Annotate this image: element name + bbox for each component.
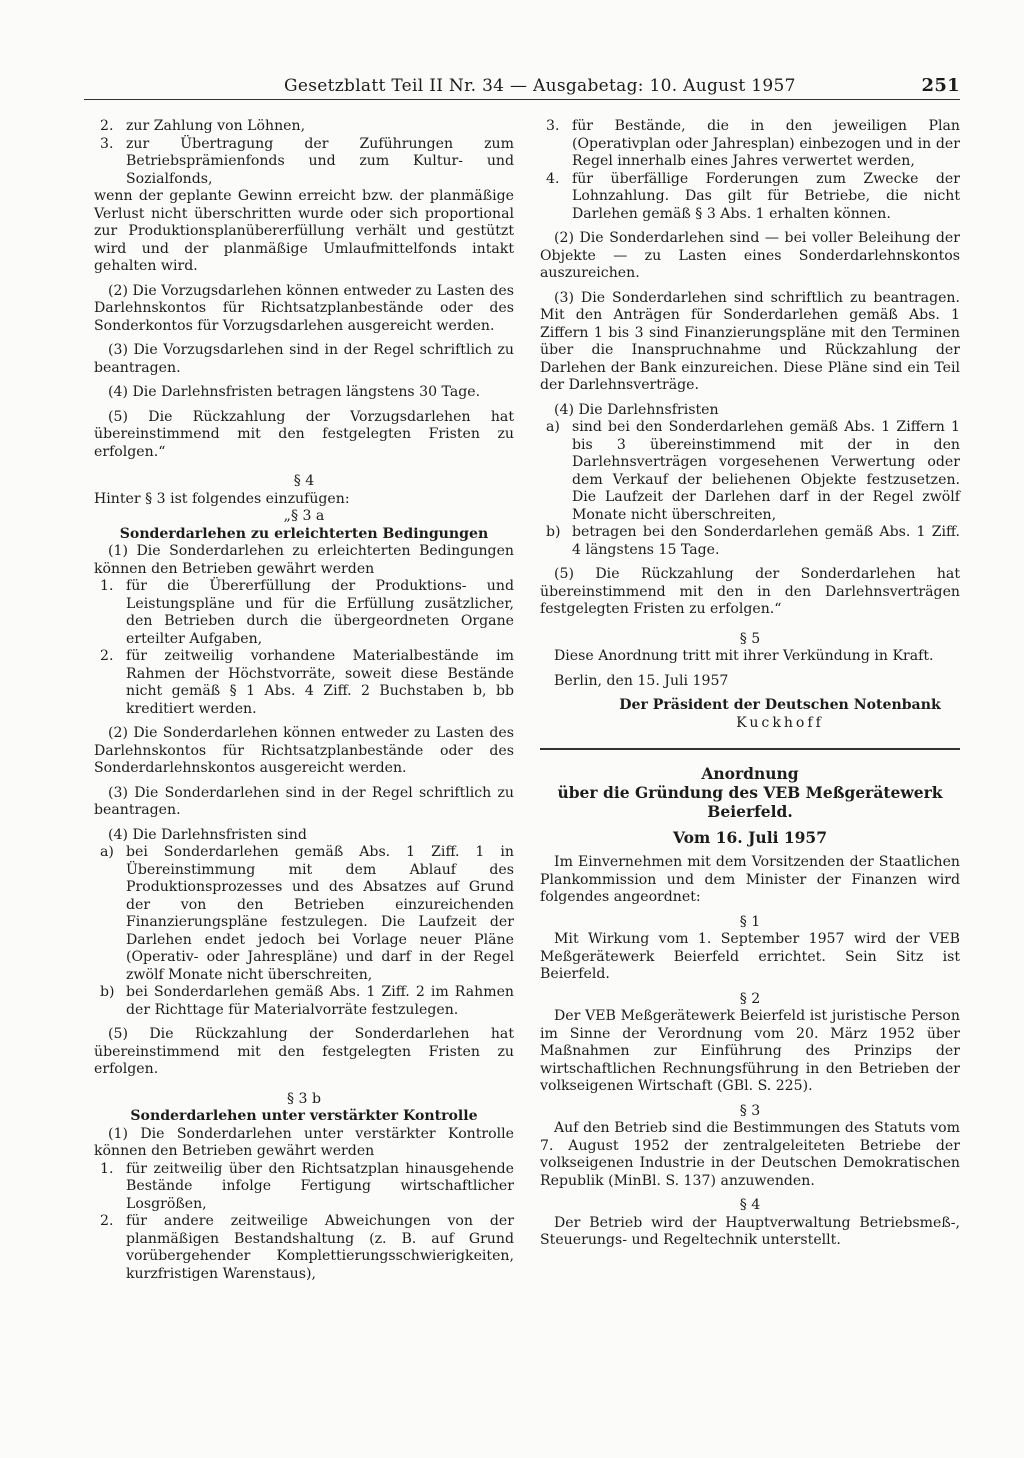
section-heading: § 5 [739,630,761,647]
paragraph: (5) Die Rückzahlung der Vorzugsdarlehen hat übereinstimmend mit den festgelegten Fristen zu erfolgen.“ [94,408,514,460]
paragraph: (4) Die Darlehnsfristen [554,401,719,418]
paragraph: (3) Die Sonderdarlehen sind in der Regel schriftlich zu beantragen. [94,784,514,818]
paragraph: Der VEB Meßgerätewerk Beierfeld ist juristische Person im Sinne der Verordnung vom 20. März 1952 über Maßnahmen zur Einführung des Prinzips der wirtschaftlichen Rechnungsführung in den Betrieben der volkseigenen Wirtschaft (GBl. S. 225). [540,1008,960,1094]
list-item: b) betragen bei den Sonderdarlehen gemäß Abs. 1 Ziff. 4 längstens 15 Tage. [546,524,960,558]
gazette-title: Gesetzblatt Teil II Nr. 34 — Ausgabetag: 10. August 1957 [284,76,796,96]
list-item: 2. für zeitweilig vorhandene Materialbestände im Rahmen der Höchstvorräte, soweit diese Bestände nicht gemäß § 1 Abs. 4 Ziff. 2 Buchstaben b, bb kreditiert werden. [100,648,514,717]
section-heading: § 2 [739,990,761,1007]
list-item: 3. zur Übertragung der Zuführungen zum Betriebsprämienfonds und zum Kultur- und Sozialfonds, [100,135,514,187]
decree-subtitle: über die Gründung des VEB Meßgerätewerk Beierfeld. [557,783,943,821]
header-rule [84,99,960,100]
list-item: a) sind bei den Sonderdarlehen gemäß Abs. 1 Ziffern 1 bis 3 übereinstimmend mit der in den Darlehnsverträgen vorgesehenen Verwertung oder dem Verkauf der beliehenen Objekte festzusetzen. Die Laufzeit der Darlehen darf in der Regel zwölf Monate nicht überschreiten, [546,419,960,523]
paragraph: (5) Die Rückzahlung der Sonderdarlehen hat übereinstimmend mit den festgelegten Fristen zu erfolgen. [94,1026,514,1077]
paragraph: Mit Wirkung vom 1. September 1957 wird der VEB Meßgerätewerk Beierfeld errichtet. Sein Sitz ist Beierfeld. [540,931,960,982]
section-title: Sonderdarlehen zu erleichterten Bedingungen [119,525,489,542]
paragraph: wenn der geplante Gewinn erreicht bzw. der planmäßige Verlust nicht überschritten wurde oder sich proportional zur Produktionsplanübererfüllung verhält und gestützt wird und der planmäßige Umlaufmittelfonds intakt gehalten wird. [94,188,514,274]
list-item: 1. für zeitweilig über den Richtsatzplan hinausgehende Bestände infolge Fertigung wirtschaftlicher Losgrößen, [100,1160,514,1212]
list-item: 3. für Bestände, die in den jeweiligen Plan (Operativplan oder Jahresplan) einbezogen und in der Regel innerhalb eines Jahres verwertet werden, [546,118,960,169]
paragraph: (5) Die Rückzahlung der Sonderdarlehen hat übereinstimmend mit den in den Darlehnsverträgen festgelegten Fristen zu erfolgen.“ [540,566,960,617]
list-item: 1. für die Übererfüllung der Produktions- und Leistungspläne und für die Erfüllung zusätzlicher, den Betrieben durch die übergeordneten Organe erteilter Aufgaben, [100,578,514,647]
signer-name: Kuckhoff [736,714,824,731]
paragraph: (3) Die Sonderdarlehen sind schriftlich zu beantragen. Mit den Anträgen für Sonderdarlehen gemäß Abs. 1 Ziffern 1 bis 3 sind Finanzierungspläne mit den Terminen über die Inanspruchnahme und Rückzahlung der Darlehen der Bank einzureichen. Diese Pläne sind ein Teil der Darlehnsverträge. [540,289,960,393]
paragraph: (3) Die Vorzugsdarlehen sind in der Regel schriftlich zu beantragen. [94,342,514,376]
section-heading: § 3 [739,1102,761,1119]
left-column [94,118,514,1283]
paragraph: (2) Die Sonderdarlehen können entweder zu Lasten des Darlehnskontos für Richtsatzplanbestände oder des Sonderdarlehnskontos ausgereicht werden. [94,725,514,776]
paragraph: Der Betrieb wird der Hauptverwaltung Betriebsmeß-, Steuerungs- und Regeltechnik unterstellt. [540,1214,960,1248]
decree-title: Anordnung [701,764,799,783]
paragraph: (2) Die Sonderdarlehen sind — bei voller Beleihung der Objekte — zu Lasten eines Sonderdarlehnskontos auszureichen. [540,230,960,281]
place-date: Berlin, den 15. Juli 1957 [554,672,729,689]
section-heading: § 3 b [287,1090,321,1107]
paragraph: Auf den Betrieb sind die Bestimmungen des Statuts vom 7. August 1952 der zentralgeleiteten Betriebe der volkseigenen Industrie in der Deutschen Demokratischen Republik (MinBl. S. 137) anzuwenden. [540,1120,960,1189]
list-item: b) bei Sonderdarlehen gemäß Abs. 1 Ziff. 2 im Rahmen der Richttage für Materialvorräte festzulegen. [100,984,514,1018]
decree-date: Vom 16. Juli 1957 [672,828,828,847]
paragraph: (1) Die Sonderdarlehen zu erleichterten Bedingungen können den Betrieben gewährt werden [94,543,514,577]
paragraph: (1) Die Sonderdarlehen unter verstärkter Kontrolle können den Betrieben gewährt werden [94,1125,514,1159]
paragraph: (2) Die Vorzugsdarlehen können entweder zu Lasten des Darlehnskontos für Richtsatzplanbestände oder des Sonderkontos für Vorzugsdarlehen ausgereicht werden. [94,282,514,334]
paragraph: Im Einvernehmen mit dem Vorsitzenden der Staatlichen Plankommission und dem Minister der Finanzen wird folgendes angeordnet: [540,854,960,905]
section-divider [540,748,960,750]
paragraph: (4) Die Darlehnsfristen betragen längstens 30 Tage. [108,384,481,400]
list-item: a) bei Sonderdarlehen gemäß Abs. 1 Ziff. 1 in Übereinstimmung mit dem Ablauf des Produktionsprozesses und des Absatzes auf Grund der von den Betrieben einzureichenden Finanzierungspläne festzulegen. Die Laufzeit der Darlehen endet jedoch bei Vorlage neuer Pläne (Operativ- oder Jahrespläne) und darf in der Regel zwölf Monate nicht überschreiten, [100,844,514,983]
section-heading: „§ 3 a [283,508,325,524]
paragraph: Hinter § 3 ist folgendes einzufügen: [94,490,350,507]
section-title: Sonderdarlehen unter verstärkter Kontrolle [130,1108,478,1124]
signer-title: Der Präsident der Deutschen Notenbank [619,697,941,713]
section-heading: § 1 [739,913,761,930]
section-heading: § 4 [739,1197,761,1213]
list-item: 2. für andere zeitweilige Abweichungen von der planmäßigen Bestandshaltung (z. B. auf Grund vorübergehender Komplettierungsschwierigkeiten, kurzfristigen Warenstaus), [100,1213,514,1282]
right-column [540,118,960,1250]
paragraph: Diese Anordnung tritt mit ihrer Verkündung in Kraft. [554,648,934,664]
list-item: 2. zur Zahlung von Löhnen, [100,118,306,134]
page-number: 251 [921,75,960,96]
paragraph: (4) Die Darlehnsfristen sind [108,826,307,843]
section-heading: § 4 [293,473,315,489]
list-item: 4. für überfällige Forderungen zum Zwecke der Lohnzahlung. Das gilt für Betriebe, die nicht Darlehen gemäß § 3 Abs. 1 erhalten können. [546,170,960,222]
